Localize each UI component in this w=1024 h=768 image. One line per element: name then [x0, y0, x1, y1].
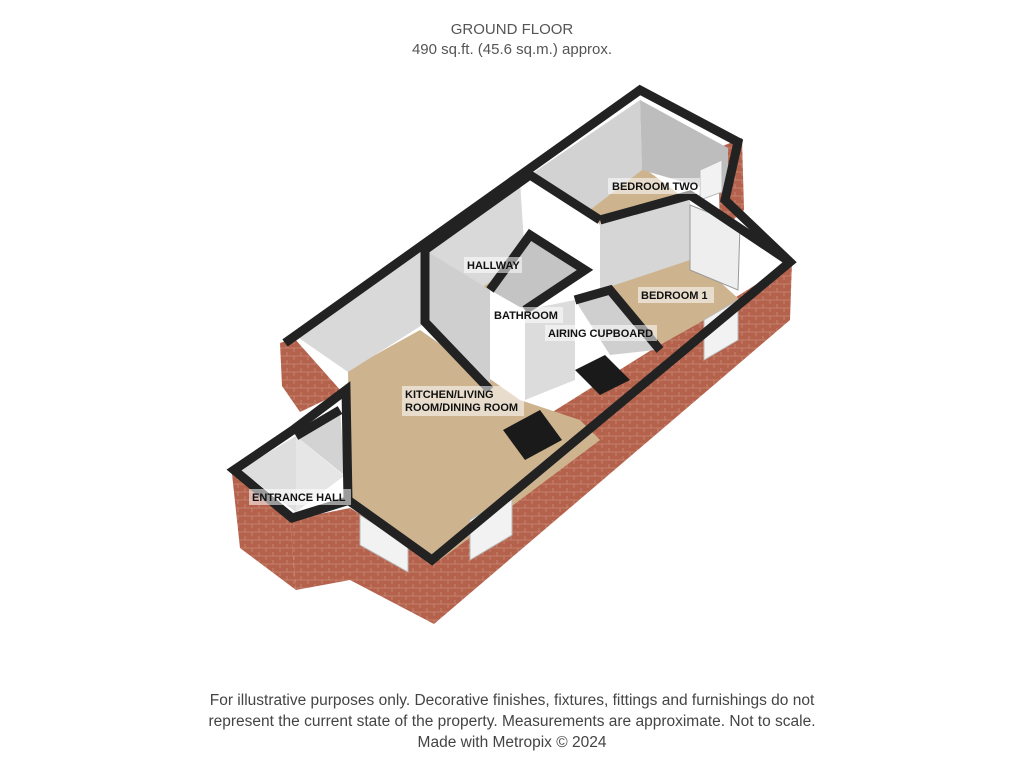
disclaimer [0, 690, 1024, 753]
label-airing-cupboard: AIRING CUPBOARD [548, 328, 654, 340]
floor-title: GROUND FLOOR [450, 21, 574, 38]
label-kitchen-line2: ROOM/DINING ROOM [405, 402, 519, 414]
label-bedroom-1: BEDROOM 1 [641, 290, 708, 302]
label-bathroom: BATHROOM [494, 310, 558, 322]
label-hallway: HALLWAY [467, 260, 520, 272]
floor-area: 490 sq.ft. (45.6 sq.m.) approx. [411, 41, 613, 58]
label-kitchen-line1: KITCHEN/LIVING [405, 389, 494, 401]
disclaimer-line-2: represent the current state of the property. Measurements are approximate. Not to scale. [208, 713, 816, 730]
label-entrance-hall: ENTRANCE HALL [252, 492, 346, 504]
label-bedroom-two: BEDROOM TWO [612, 181, 699, 193]
disclaimer-line-1: For illustrative purposes only. Decorative finishes, fixtures, fittings and furnishings do not [209, 692, 815, 709]
disclaimer-credit: Made with Metropix © 2024 [417, 734, 607, 751]
